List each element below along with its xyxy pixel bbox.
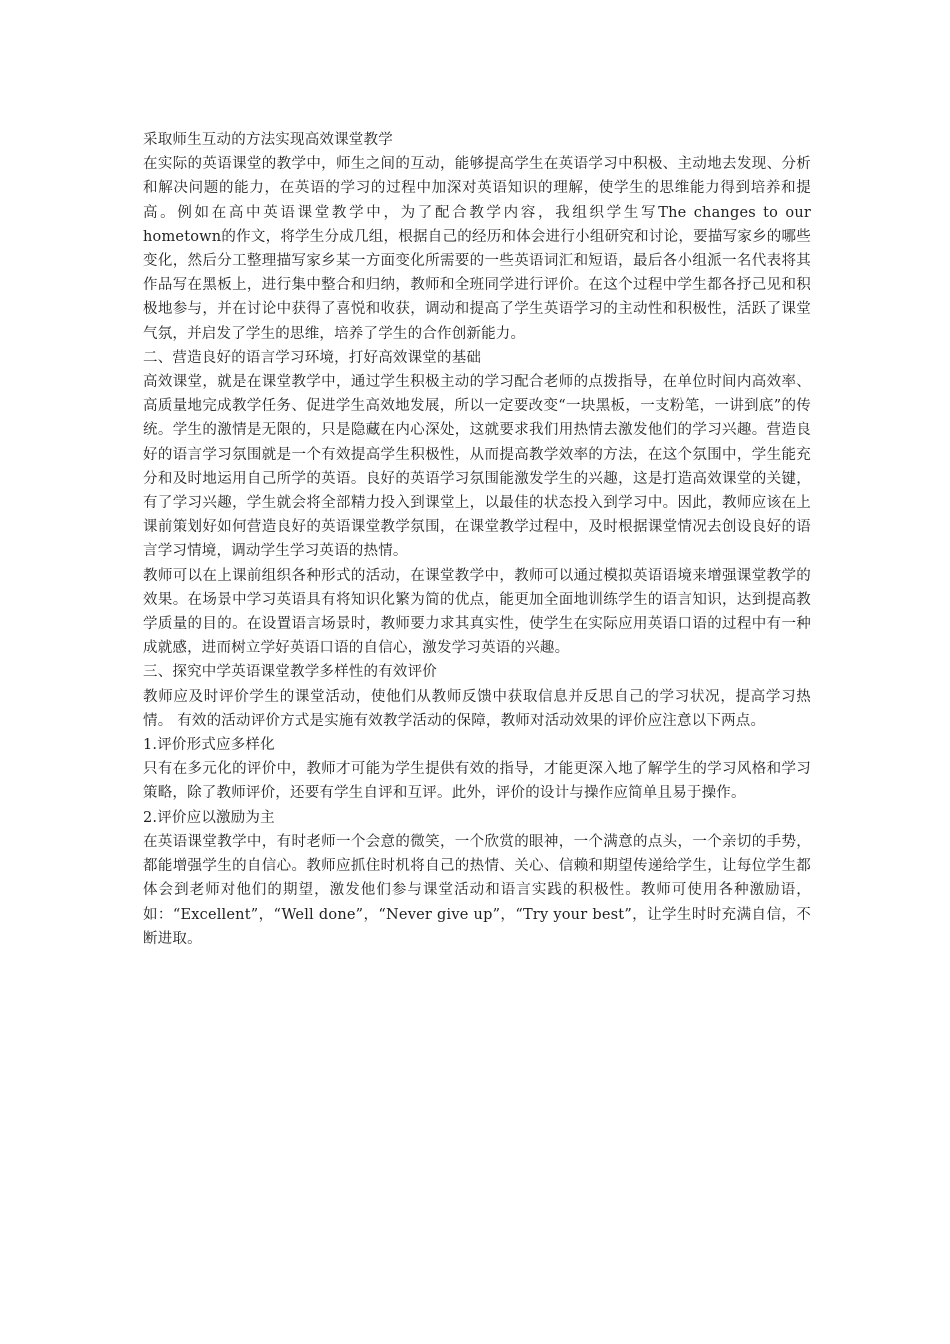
paragraph-diversified-evaluation: 只有在多元化的评价中，教师才可能为学生提供有效的指导，才能更深入地了解学生的学习风格和学习策略，除了教师评价，还要有学生自评和互评。此外，评价的设计与操作应简单且易于操作。 <box>143 761 811 802</box>
paragraph-efficient-classroom: 高效课堂，就是在课堂教学中，通过学生积极主动的学习配合老师的点拨指导，在单位时间内高效率、高质量地完成教学任务、促进学生高效地发展，所以一定要改变“一块黑板，一支粉笔，一讲到底”的传统。学生的激情是无限的，只是隐藏在内心深处，这就要求我们用热情去激发他们的学习兴趣。营造良好的语言学习氛围就是一个有效提高学生积极性，从而提高教学效率的方法，在这个氛围中，学生能充分和及时地运用自己所学的英语。良好的英语学习氛围能激发学生的兴趣，这是打造高效课堂的关键，有了学习兴趣，学生就会将全部精力投入到课堂上，以最佳的状态投入到学习中。因此，教师应该在上课前策划好如何营造良好的英语课堂教学氛围，在课堂教学过程中，及时根据课堂情况去创设良好的语言学习情境，调动学生学习英语的热情。 <box>143 374 811 560</box>
section-heading-3: 三、探究中学英语课堂教学多样性的有效评价 <box>143 664 437 681</box>
paragraph-activities: 教师可以在上课前组织各种形式的活动，在课堂教学中，教师可以通过模拟英语语境来增强课堂教学的效果。在场景中学习英语具有将知识化繁为简的优点，能更加全面地训练学生的语言知识，达到提高教学质量的目的。在设置语言场景时，教师要力求其真实性，使学生在实际应用英语口语的过程中有一种成就感，进而树立学好英语口语的自信心，激发学习英语的兴趣。 <box>143 567 811 657</box>
subheading-1: 1.评价形式应多样化 <box>143 737 275 754</box>
section-heading-2: 二、营造良好的语言学习环境，打好高效课堂的基础 <box>143 349 482 366</box>
document-body <box>143 128 811 951</box>
document-title: 采取师生互动的方法实现高效课堂教学 <box>143 132 393 148</box>
paragraph-encouragement: 在英语课堂教学中，有时老师一个会意的微笑，一个欣赏的眼神，一个满意的点头，一个亲切的手势，都能增强学生的自信心。教师应抓住时机将自己的热情、关心、信赖和期望传递给学生，让每位学生都体会到老师对他们的期望，激发他们参与课堂活动和语言实践的积极性。教师可使用各种激励语，如：“Excellent”，“Well done”，“Never give up”，“Try your best”，让学生时时充满自信，不断进取。 <box>143 833 811 947</box>
subheading-2: 2.评价应以激励为主 <box>143 809 275 826</box>
paragraph-teacher-student-interaction: 在实际的英语课堂的教学中，师生之间的互动，能够提高学生在英语学习中积极、主动地去发现、分析和解决问题的能力，在英语的学习的过程中加深对英语知识的理解，使学生的思维能力得到培养和提高。例如在高中英语课堂教学中，为了配合教学内容，我组织学生写The changes to our hometown的作文，将学生分成几组，根据自己的经历和体会进行小组研究和讨论，要描写家乡的哪些变化，然后分工整理描写家乡某一方面变化所需要的一些英语词汇和短语，最后各小组派一名代表将其作品写在黑板上，进行集中整合和归纳，教师和全班同学进行评价。在这个过程中学生都各抒己见和积极地参与，并在讨论中获得了喜悦和收获，调动和提高了学生英语学习的主动性和积极性，活跃了课堂气氛，并启发了学生的思维，培养了学生的合作创新能力。 <box>143 156 811 342</box>
paragraph-evaluation-intro: 教师应及时评价学生的课堂活动，使他们从教师反馈中获取信息并反思自己的学习状况，提高学习热情。 有效的活动评价方式是实施有效教学活动的保障，教师对活动效果的评价应注意以下两点。 <box>143 688 811 729</box>
